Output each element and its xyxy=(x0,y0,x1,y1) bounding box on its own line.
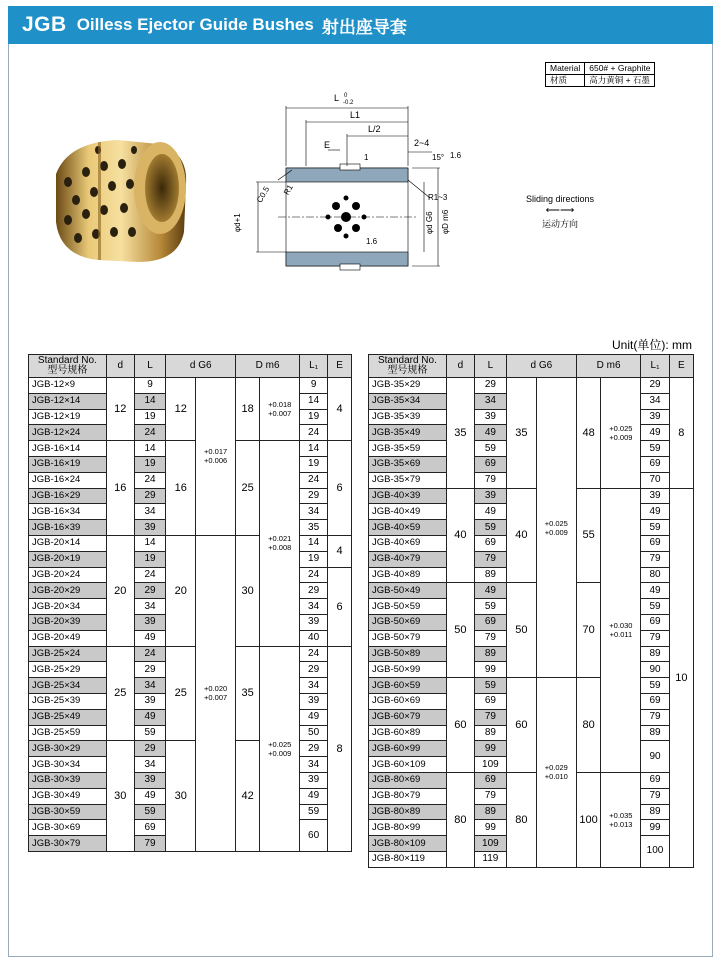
standard-no: JGB-40×79 xyxy=(369,551,447,567)
double-arrow-icon: ⟵⟶ xyxy=(545,205,575,216)
length-L: 69 xyxy=(134,820,166,836)
length-L1: 59 xyxy=(641,678,669,694)
header-row xyxy=(369,355,694,378)
length-L: 109 xyxy=(474,836,506,852)
standard-no: JGB-20×34 xyxy=(29,599,107,615)
outer-D: 80 xyxy=(576,678,601,773)
length-L1: 19 xyxy=(300,409,328,425)
length-L1: 79 xyxy=(641,630,669,646)
length-L: 24 xyxy=(134,472,166,488)
length-L: 29 xyxy=(134,741,166,757)
standard-no: JGB-80×109 xyxy=(369,836,447,852)
length-L1: 19 xyxy=(300,456,328,472)
length-L: 9 xyxy=(134,378,166,394)
length-L: 14 xyxy=(134,535,166,551)
col-E: E xyxy=(669,355,693,378)
standard-no: JGB-60×99 xyxy=(369,741,447,757)
outer-D: 100 xyxy=(576,772,601,867)
standard-no: JGB-40×89 xyxy=(369,567,447,583)
length-L1: 89 xyxy=(641,804,669,820)
table-row xyxy=(29,535,352,551)
standard-no: JGB-35×59 xyxy=(369,441,447,457)
product-title: Oilless Ejector Guide Bushes xyxy=(76,15,314,34)
material-value: 650# + Graphite xyxy=(585,63,655,75)
length-L1: 79 xyxy=(641,788,669,804)
bore-d-g6: 16 xyxy=(166,441,196,536)
length-L1: 34 xyxy=(300,599,328,615)
bore-d-g6-tolerance: +0.020 +0.007 xyxy=(196,535,236,851)
length-L: 79 xyxy=(474,709,506,725)
length-L: 109 xyxy=(474,757,506,773)
length-L: 89 xyxy=(474,567,506,583)
length-L: 29 xyxy=(134,583,166,599)
standard-no: JGB-40×49 xyxy=(369,504,447,520)
length-L1: 34 xyxy=(300,678,328,694)
unit-label: Unit(单位): mm xyxy=(612,338,692,352)
dim-L-tol-upper: 0 xyxy=(344,93,348,99)
standard-no: JGB-80×89 xyxy=(369,804,447,820)
table-row xyxy=(369,378,694,394)
length-L: 24 xyxy=(134,567,166,583)
length-L: 79 xyxy=(474,630,506,646)
length-L: 59 xyxy=(474,678,506,694)
dim-L-half: L/2 xyxy=(368,124,381,134)
standard-no: JGB-20×19 xyxy=(29,551,107,567)
length-L: 59 xyxy=(474,520,506,536)
standard-no: JGB-40×39 xyxy=(369,488,447,504)
dim-E: E xyxy=(324,140,331,150)
dim-groove: 2~4 xyxy=(414,138,430,148)
length-E: 4 xyxy=(328,378,352,441)
length-L: 19 xyxy=(134,551,166,567)
standard-no: JGB-25×24 xyxy=(29,646,107,662)
length-L: 59 xyxy=(134,804,166,820)
bore-d-g6: 50 xyxy=(506,583,536,678)
outer-D: 18 xyxy=(236,378,260,441)
length-L1: 24 xyxy=(300,567,328,583)
length-L1: 69 xyxy=(641,693,669,709)
length-L: 24 xyxy=(134,646,166,662)
technical-drawing xyxy=(218,88,508,273)
length-L: 34 xyxy=(474,393,506,409)
standard-no: JGB-20×14 xyxy=(29,535,107,551)
standard-no: JGB-80×99 xyxy=(369,820,447,836)
col-d: d xyxy=(106,355,134,378)
standard-no: JGB-25×29 xyxy=(29,662,107,678)
length-L1: 24 xyxy=(300,646,328,662)
outer-D: 55 xyxy=(576,488,601,583)
sliding-label: Sliding directions xyxy=(525,194,595,204)
bore-d: 60 xyxy=(446,678,474,773)
dim-R1-3: R1~3 xyxy=(428,193,448,202)
outer-D-tolerance: +0.025 +0.009 xyxy=(601,378,641,489)
bore-d-g6: 60 xyxy=(506,678,536,773)
material-label: Material xyxy=(546,63,585,75)
standard-no: JGB-35×49 xyxy=(369,425,447,441)
standard-no: JGB-35×39 xyxy=(369,409,447,425)
bore-d-g6-tolerance: +0.029 +0.010 xyxy=(536,678,576,868)
length-L: 69 xyxy=(474,456,506,472)
standard-no: JGB-60×79 xyxy=(369,709,447,725)
col-d-G6: d G6 xyxy=(506,355,576,378)
length-L1: 90 xyxy=(641,662,669,678)
col-D-m6: D m6 xyxy=(576,355,641,378)
length-L: 29 xyxy=(134,488,166,504)
standard-no: JGB-20×39 xyxy=(29,614,107,630)
length-L1: 29 xyxy=(641,378,669,394)
outer-D-tolerance: +0.030 +0.011 xyxy=(601,488,641,772)
dim-d-G6: φd G6 xyxy=(425,211,434,234)
outer-D: 35 xyxy=(236,646,260,741)
length-E: 6 xyxy=(328,441,352,536)
length-L: 19 xyxy=(134,409,166,425)
standard-no: JGB-16×14 xyxy=(29,441,107,457)
length-L: 19 xyxy=(134,456,166,472)
length-L1: 59 xyxy=(300,804,328,820)
length-L: 39 xyxy=(134,614,166,630)
length-L1: 34 xyxy=(300,504,328,520)
standard-no: JGB-35×34 xyxy=(369,393,447,409)
material-value-cn: 高力黄铜 + 石墨 xyxy=(585,75,655,87)
length-L1: 70 xyxy=(641,472,669,488)
outer-D-tolerance: +0.025 +0.009 xyxy=(260,646,300,851)
length-L1: 59 xyxy=(641,441,669,457)
length-L: 99 xyxy=(474,820,506,836)
length-L1: 49 xyxy=(641,504,669,520)
bore-d-g6: 20 xyxy=(166,535,196,646)
length-L: 14 xyxy=(134,441,166,457)
standard-no: JGB-16×29 xyxy=(29,488,107,504)
length-L: 39 xyxy=(474,409,506,425)
length-L1: 79 xyxy=(641,709,669,725)
col-L: L xyxy=(474,355,506,378)
table-row xyxy=(369,488,694,504)
length-L1: 29 xyxy=(300,488,328,504)
length-L1: 60 xyxy=(300,820,328,852)
length-L: 39 xyxy=(134,693,166,709)
length-L1: 39 xyxy=(300,693,328,709)
dim-angle: 15° xyxy=(432,153,445,162)
length-L1: 49 xyxy=(300,709,328,725)
table-row xyxy=(369,678,694,694)
standard-no: JGB-50×99 xyxy=(369,662,447,678)
length-L1: 80 xyxy=(641,567,669,583)
standard-no: JGB-12×14 xyxy=(29,393,107,409)
standard-no: JGB-30×59 xyxy=(29,804,107,820)
length-L: 99 xyxy=(474,662,506,678)
length-L: 29 xyxy=(474,378,506,394)
bore-d-g6: 25 xyxy=(166,646,196,741)
col-L: L xyxy=(134,355,166,378)
length-L1: 90 xyxy=(641,741,669,773)
table-row xyxy=(29,646,352,662)
bore-d: 25 xyxy=(106,646,134,741)
standard-no: JGB-80×79 xyxy=(369,788,447,804)
length-L1: 69 xyxy=(641,456,669,472)
length-L1: 79 xyxy=(641,551,669,567)
outer-D: 30 xyxy=(236,535,260,646)
dim-L: L xyxy=(334,93,340,103)
bore-d-g6: 35 xyxy=(506,378,536,489)
bore-d-g6: 40 xyxy=(506,488,536,583)
bore-d: 12 xyxy=(106,378,134,441)
length-L: 59 xyxy=(474,441,506,457)
col-L1: L₁ xyxy=(300,355,328,378)
bore-d-g6-tolerance: +0.017 +0.006 xyxy=(196,378,236,536)
length-L1: 69 xyxy=(641,614,669,630)
length-L: 49 xyxy=(474,583,506,599)
length-L: 59 xyxy=(474,599,506,615)
standard-no: JGB-35×69 xyxy=(369,456,447,472)
dim-L1: L1 xyxy=(350,110,361,120)
dim-rough-1: 1.6 xyxy=(450,151,462,160)
length-L1: 49 xyxy=(641,425,669,441)
product-photo xyxy=(38,122,198,272)
bore-d: 40 xyxy=(446,488,474,583)
standard-no: JGB-20×49 xyxy=(29,630,107,646)
standard-no: JGB-12×9 xyxy=(29,378,107,394)
length-L1: 29 xyxy=(300,741,328,757)
spec-table-left xyxy=(28,354,352,852)
bore-d-g6-tolerance: +0.025 +0.009 xyxy=(536,378,576,678)
standard-no: JGB-20×24 xyxy=(29,567,107,583)
length-L: 89 xyxy=(474,725,506,741)
length-E: 8 xyxy=(669,378,693,489)
length-L1: 24 xyxy=(300,472,328,488)
length-L1: 39 xyxy=(300,614,328,630)
length-L: 79 xyxy=(134,836,166,852)
length-L1: 14 xyxy=(300,393,328,409)
length-L: 39 xyxy=(474,488,506,504)
bore-d: 80 xyxy=(446,772,474,867)
length-L: 79 xyxy=(474,472,506,488)
length-L: 69 xyxy=(474,614,506,630)
length-L1: 14 xyxy=(300,535,328,551)
standard-no: JGB-80×69 xyxy=(369,772,447,788)
standard-no: JGB-30×34 xyxy=(29,757,107,773)
length-L: 49 xyxy=(134,788,166,804)
table-row xyxy=(29,378,352,394)
length-L1: 39 xyxy=(641,488,669,504)
length-L1: 49 xyxy=(641,583,669,599)
length-L1: 9 xyxy=(300,378,328,394)
length-L: 24 xyxy=(134,425,166,441)
length-L: 89 xyxy=(474,646,506,662)
dim-rough-2: 1.6 xyxy=(366,237,378,246)
sliding-direction xyxy=(520,194,600,230)
dim-chamfer: C0.5 xyxy=(254,185,272,205)
bore-d-g6: 30 xyxy=(166,741,196,852)
col-standard-no: Standard No. 型号规格 xyxy=(369,355,447,378)
length-L: 69 xyxy=(474,693,506,709)
col-D-m6: D m6 xyxy=(236,355,300,378)
standard-no: JGB-50×89 xyxy=(369,646,447,662)
standard-no: JGB-30×29 xyxy=(29,741,107,757)
length-L1: 89 xyxy=(641,646,669,662)
length-L: 49 xyxy=(474,504,506,520)
standard-no: JGB-35×29 xyxy=(369,378,447,394)
length-L1: 34 xyxy=(641,393,669,409)
standard-no: JGB-40×69 xyxy=(369,535,447,551)
length-E: 8 xyxy=(328,646,352,851)
standard-no: JGB-16×39 xyxy=(29,520,107,536)
bore-d: 35 xyxy=(446,378,474,489)
standard-no: JGB-50×49 xyxy=(369,583,447,599)
header-row xyxy=(29,355,352,378)
length-L1: 69 xyxy=(641,772,669,788)
length-L1: 19 xyxy=(300,551,328,567)
standard-no: JGB-20×29 xyxy=(29,583,107,599)
standard-no: JGB-80×119 xyxy=(369,851,447,867)
standard-no: JGB-50×79 xyxy=(369,630,447,646)
length-L: 34 xyxy=(134,599,166,615)
length-L: 79 xyxy=(474,788,506,804)
material-row xyxy=(546,63,655,75)
material-row xyxy=(546,75,655,87)
col-d: d xyxy=(446,355,474,378)
outer-D: 25 xyxy=(236,441,260,536)
length-L1: 29 xyxy=(300,583,328,599)
length-L: 49 xyxy=(474,425,506,441)
length-L: 89 xyxy=(474,804,506,820)
table-row xyxy=(29,441,352,457)
length-L1: 49 xyxy=(300,788,328,804)
table-row xyxy=(29,741,352,757)
standard-no: JGB-60×59 xyxy=(369,678,447,694)
outer-D: 70 xyxy=(576,583,601,678)
spec-table-right xyxy=(368,354,694,868)
outer-D-tolerance: +0.018 +0.007 xyxy=(260,378,300,441)
dim-R1: R1 xyxy=(281,183,295,197)
length-L1: 69 xyxy=(641,535,669,551)
standard-no: JGB-16×34 xyxy=(29,504,107,520)
standard-no: JGB-16×19 xyxy=(29,456,107,472)
standard-no: JGB-50×59 xyxy=(369,599,447,615)
sliding-label-cn: 运动方向 xyxy=(541,219,578,229)
bore-d: 16 xyxy=(106,441,134,536)
standard-no: JGB-12×19 xyxy=(29,409,107,425)
standard-no: JGB-25×49 xyxy=(29,709,107,725)
standard-no: JGB-60×89 xyxy=(369,725,447,741)
length-L1: 50 xyxy=(300,725,328,741)
standard-no: JGB-25×39 xyxy=(29,693,107,709)
length-L: 49 xyxy=(134,709,166,725)
length-E: 10 xyxy=(669,488,693,867)
col-E: E xyxy=(328,355,352,378)
standard-no: JGB-30×49 xyxy=(29,788,107,804)
length-E: 4 xyxy=(328,535,352,567)
length-L1: 100 xyxy=(641,836,669,868)
page-header xyxy=(8,6,713,44)
length-L: 34 xyxy=(134,678,166,694)
standard-no: JGB-12×24 xyxy=(29,425,107,441)
dim-d-plus-1: φd+1 xyxy=(233,213,242,232)
length-L1: 35 xyxy=(300,520,328,536)
length-L1: 14 xyxy=(300,441,328,457)
standard-no: JGB-25×34 xyxy=(29,678,107,694)
standard-no: JGB-16×24 xyxy=(29,472,107,488)
length-L: 79 xyxy=(474,551,506,567)
length-E: 6 xyxy=(328,567,352,646)
length-L1: 89 xyxy=(641,725,669,741)
bore-d: 50 xyxy=(446,583,474,678)
product-code: JGB xyxy=(22,13,67,36)
length-L1: 29 xyxy=(300,662,328,678)
length-L1: 39 xyxy=(641,409,669,425)
dim-D-m6: φD m6 xyxy=(441,209,450,234)
length-L1: 34 xyxy=(300,757,328,773)
table-row xyxy=(369,772,694,788)
bore-d-g6: 80 xyxy=(506,772,536,867)
length-L: 34 xyxy=(134,757,166,773)
col-L1: L₁ xyxy=(641,355,669,378)
dim-L-tol-lower: -0.2 xyxy=(343,100,354,106)
length-L1: 59 xyxy=(641,599,669,615)
outer-D: 42 xyxy=(236,741,260,852)
length-L: 69 xyxy=(474,772,506,788)
length-L: 29 xyxy=(134,662,166,678)
standard-no: JGB-35×79 xyxy=(369,472,447,488)
length-L: 39 xyxy=(134,520,166,536)
outer-D-tolerance: +0.035 +0.013 xyxy=(601,772,641,867)
standard-no: JGB-25×59 xyxy=(29,725,107,741)
bore-d: 30 xyxy=(106,741,134,852)
length-L: 119 xyxy=(474,851,506,867)
product-title-cn: 射出座导套 xyxy=(321,17,407,37)
length-L1: 24 xyxy=(300,425,328,441)
length-L: 69 xyxy=(474,535,506,551)
length-L: 34 xyxy=(134,504,166,520)
length-L: 39 xyxy=(134,772,166,788)
standard-no: JGB-30×39 xyxy=(29,772,107,788)
length-L1: 59 xyxy=(641,520,669,536)
length-L: 59 xyxy=(134,725,166,741)
bore-d-g6: 12 xyxy=(166,378,196,441)
length-L: 49 xyxy=(134,630,166,646)
dim-one: 1 xyxy=(364,153,369,162)
length-L1: 99 xyxy=(641,820,669,836)
material-table xyxy=(545,62,655,87)
standard-no: JGB-60×109 xyxy=(369,757,447,773)
length-L1: 39 xyxy=(300,772,328,788)
table-row xyxy=(369,583,694,599)
outer-D: 48 xyxy=(576,378,601,489)
length-L: 99 xyxy=(474,741,506,757)
length-L: 14 xyxy=(134,393,166,409)
col-d-G6: d G6 xyxy=(166,355,236,378)
outer-D-tolerance: +0.021 +0.008 xyxy=(260,441,300,646)
bore-d: 20 xyxy=(106,535,134,646)
material-label-cn: 材质 xyxy=(546,75,585,87)
standard-no: JGB-30×69 xyxy=(29,820,107,836)
col-standard-no: Standard No. 型号规格 xyxy=(29,355,107,378)
standard-no: JGB-50×69 xyxy=(369,614,447,630)
standard-no: JGB-60×69 xyxy=(369,693,447,709)
standard-no: JGB-40×59 xyxy=(369,520,447,536)
length-L1: 40 xyxy=(300,630,328,646)
standard-no: JGB-30×79 xyxy=(29,836,107,852)
